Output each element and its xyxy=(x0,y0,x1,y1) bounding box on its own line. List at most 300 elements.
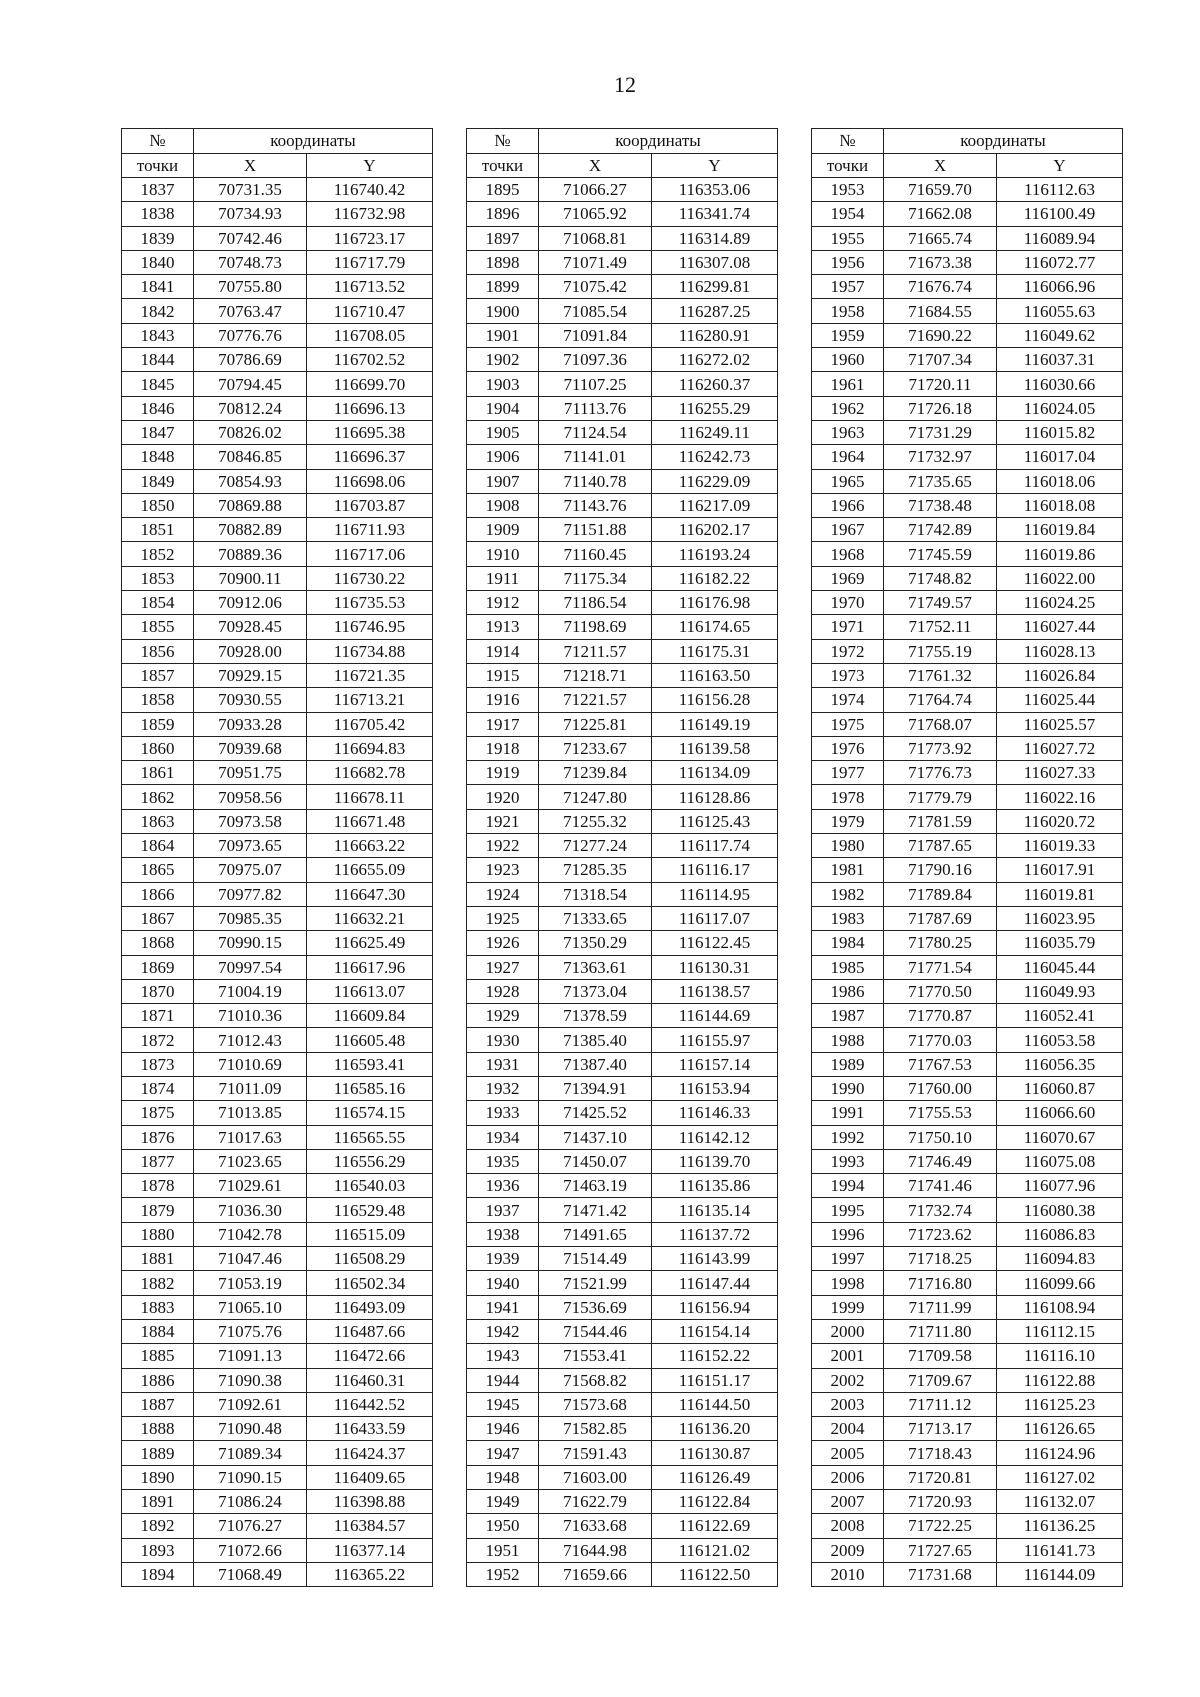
y-column-header: Y xyxy=(997,153,1123,178)
table-row xyxy=(812,615,1123,639)
point-number-cell: 1863 xyxy=(122,809,194,833)
y-coordinate-cell: 116108.94 xyxy=(997,1295,1123,1319)
x-coordinate-cell: 71662.08 xyxy=(884,202,997,226)
y-coordinate-cell: 116149.19 xyxy=(652,712,778,736)
y-coordinate-cell: 116045.44 xyxy=(997,955,1123,979)
x-coordinate-cell: 71707.34 xyxy=(884,348,997,372)
table-row xyxy=(812,372,1123,396)
y-coordinate-cell: 116137.72 xyxy=(652,1222,778,1246)
y-coordinate-cell: 116508.29 xyxy=(307,1247,433,1271)
table-row xyxy=(812,420,1123,444)
x-coordinate-cell: 71764.74 xyxy=(884,688,997,712)
point-number-cell: 1853 xyxy=(122,566,194,590)
table-row xyxy=(122,834,433,858)
y-coordinate-cell: 116142.12 xyxy=(652,1125,778,1149)
point-number-cell: 1962 xyxy=(812,396,884,420)
y-coordinate-cell: 116398.88 xyxy=(307,1490,433,1514)
point-number-cell: 1887 xyxy=(122,1392,194,1416)
table-row xyxy=(467,834,778,858)
point-number-cell: 1904 xyxy=(467,396,539,420)
x-coordinate-cell: 71603.00 xyxy=(539,1465,652,1489)
x-coordinate-cell: 70742.46 xyxy=(194,226,307,250)
table-row xyxy=(122,1247,433,1271)
point-number-cell: 1929 xyxy=(467,1004,539,1028)
x-coordinate-cell: 71720.93 xyxy=(884,1490,997,1514)
y-coordinate-cell: 116585.16 xyxy=(307,1076,433,1100)
y-coordinate-cell: 116122.84 xyxy=(652,1490,778,1514)
y-coordinate-cell: 116565.55 xyxy=(307,1125,433,1149)
y-coordinate-cell: 116694.83 xyxy=(307,736,433,760)
x-coordinate-cell: 71141.01 xyxy=(539,445,652,469)
point-number-cell: 1959 xyxy=(812,323,884,347)
x-coordinate-cell: 70794.45 xyxy=(194,372,307,396)
x-coordinate-cell: 71781.59 xyxy=(884,809,997,833)
y-coordinate-cell: 116723.17 xyxy=(307,226,433,250)
table-row xyxy=(122,518,433,542)
x-column-header: X xyxy=(539,153,652,178)
table-row xyxy=(122,226,433,250)
table-row xyxy=(812,1319,1123,1343)
table-row xyxy=(467,1514,778,1538)
table-row xyxy=(122,1052,433,1076)
point-number-cell: 1839 xyxy=(122,226,194,250)
point-number-cell: 1873 xyxy=(122,1052,194,1076)
x-coordinate-cell: 71761.32 xyxy=(884,663,997,687)
x-coordinate-cell: 70951.75 xyxy=(194,761,307,785)
point-number-cell: 1936 xyxy=(467,1174,539,1198)
x-coordinate-cell: 71711.80 xyxy=(884,1319,997,1343)
y-coordinate-cell: 116077.96 xyxy=(997,1174,1123,1198)
y-coordinate-cell: 116156.94 xyxy=(652,1295,778,1319)
x-column-header: X xyxy=(194,153,307,178)
point-number-cell: 1897 xyxy=(467,226,539,250)
x-coordinate-cell: 71233.67 xyxy=(539,736,652,760)
table-row xyxy=(467,1198,778,1222)
point-number-cell: 1979 xyxy=(812,809,884,833)
point-number-cell: 1988 xyxy=(812,1028,884,1052)
x-coordinate-cell: 71239.84 xyxy=(539,761,652,785)
point-number-cell: 1998 xyxy=(812,1271,884,1295)
point-number-cell: 1925 xyxy=(467,906,539,930)
table-row xyxy=(812,1004,1123,1028)
x-coordinate-cell: 71770.50 xyxy=(884,979,997,1003)
table-row xyxy=(467,663,778,687)
point-number-cell: 1878 xyxy=(122,1174,194,1198)
y-coordinate-cell: 116132.07 xyxy=(997,1490,1123,1514)
y-coordinate-cell: 116049.93 xyxy=(997,979,1123,1003)
coordinates-table-2 xyxy=(466,128,778,1587)
table-row xyxy=(467,882,778,906)
x-coordinate-cell: 71107.25 xyxy=(539,372,652,396)
y-coordinate-cell: 116175.31 xyxy=(652,639,778,663)
y-coordinate-cell: 116229.09 xyxy=(652,469,778,493)
point-number-cell: 1987 xyxy=(812,1004,884,1028)
point-number-cell: 1970 xyxy=(812,591,884,615)
x-coordinate-cell: 70826.02 xyxy=(194,420,307,444)
x-coordinate-cell: 70973.58 xyxy=(194,809,307,833)
x-coordinate-cell: 71425.52 xyxy=(539,1101,652,1125)
point-number-cell: 1940 xyxy=(467,1271,539,1295)
x-coordinate-cell: 71004.19 xyxy=(194,979,307,1003)
point-number-cell: 1983 xyxy=(812,906,884,930)
x-coordinate-cell: 71140.78 xyxy=(539,469,652,493)
table-row xyxy=(467,469,778,493)
y-coordinate-cell: 116163.50 xyxy=(652,663,778,687)
table-row xyxy=(467,955,778,979)
y-coordinate-cell: 116433.59 xyxy=(307,1417,433,1441)
x-coordinate-cell: 71731.29 xyxy=(884,420,997,444)
x-coordinate-cell: 71644.98 xyxy=(539,1538,652,1562)
x-coordinate-cell: 71076.27 xyxy=(194,1514,307,1538)
point-number-cell: 1937 xyxy=(467,1198,539,1222)
table-row xyxy=(467,761,778,785)
y-coordinate-cell: 116147.44 xyxy=(652,1271,778,1295)
table-row xyxy=(122,591,433,615)
coordinates-header: координаты xyxy=(194,129,433,154)
point-number-cell: 1876 xyxy=(122,1125,194,1149)
table-row xyxy=(122,1344,433,1368)
point-number-cell: 1919 xyxy=(467,761,539,785)
point-number-cell: 1882 xyxy=(122,1271,194,1295)
x-coordinate-cell: 71755.53 xyxy=(884,1101,997,1125)
x-coordinate-cell: 71711.99 xyxy=(884,1295,997,1319)
table-row xyxy=(467,1004,778,1028)
point-number-cell: 1896 xyxy=(467,202,539,226)
y-coordinate-cell: 116487.66 xyxy=(307,1319,433,1343)
y-coordinate-cell: 116136.25 xyxy=(997,1514,1123,1538)
x-coordinate-cell: 71450.07 xyxy=(539,1149,652,1173)
point-number-cell: 1884 xyxy=(122,1319,194,1343)
point-number-cell: 1956 xyxy=(812,250,884,274)
x-coordinate-cell: 70812.24 xyxy=(194,396,307,420)
y-coordinate-cell: 116154.14 xyxy=(652,1319,778,1343)
y-coordinate-cell: 116272.02 xyxy=(652,348,778,372)
x-coordinate-cell: 71198.69 xyxy=(539,615,652,639)
y-coordinate-cell: 116260.37 xyxy=(652,372,778,396)
table-row xyxy=(122,615,433,639)
point-number-cell: 1982 xyxy=(812,882,884,906)
table-row xyxy=(122,202,433,226)
point-number-cell: 2000 xyxy=(812,1319,884,1343)
table-row xyxy=(812,226,1123,250)
y-coordinate-cell: 116136.20 xyxy=(652,1417,778,1441)
x-coordinate-cell: 71665.74 xyxy=(884,226,997,250)
x-coordinate-cell: 71350.29 xyxy=(539,931,652,955)
y-coordinate-cell: 116052.41 xyxy=(997,1004,1123,1028)
table-row xyxy=(122,979,433,1003)
y-coordinate-cell: 116365.22 xyxy=(307,1562,433,1586)
table-row xyxy=(467,1392,778,1416)
x-coordinate-cell: 71091.13 xyxy=(194,1344,307,1368)
point-number-cell: 2001 xyxy=(812,1344,884,1368)
table-row xyxy=(812,1198,1123,1222)
y-coordinate-cell: 116556.29 xyxy=(307,1149,433,1173)
x-coordinate-cell: 71437.10 xyxy=(539,1125,652,1149)
table-row xyxy=(122,1028,433,1052)
table-row xyxy=(467,1052,778,1076)
table-row xyxy=(122,299,433,323)
table-row xyxy=(122,931,433,955)
y-coordinate-cell: 116182.22 xyxy=(652,566,778,590)
y-coordinate-cell: 116015.82 xyxy=(997,420,1123,444)
table-row xyxy=(812,542,1123,566)
y-coordinate-cell: 116703.87 xyxy=(307,493,433,517)
point-number-cell: 1870 xyxy=(122,979,194,1003)
x-coordinate-cell: 71732.74 xyxy=(884,1198,997,1222)
table-row xyxy=(122,688,433,712)
point-number-cell: 1938 xyxy=(467,1222,539,1246)
point-number-cell: 1974 xyxy=(812,688,884,712)
table-body xyxy=(812,178,1123,1587)
x-coordinate-cell: 71723.62 xyxy=(884,1222,997,1246)
point-number-cell: 1954 xyxy=(812,202,884,226)
x-coordinate-cell: 71732.97 xyxy=(884,445,997,469)
y-coordinate-cell: 116025.57 xyxy=(997,712,1123,736)
x-coordinate-cell: 70748.73 xyxy=(194,250,307,274)
table-row xyxy=(467,396,778,420)
table-row xyxy=(467,1028,778,1052)
y-coordinate-cell: 116515.09 xyxy=(307,1222,433,1246)
point-number-cell: 1877 xyxy=(122,1149,194,1173)
y-coordinate-cell: 116713.21 xyxy=(307,688,433,712)
y-coordinate-cell: 116024.25 xyxy=(997,591,1123,615)
point-number-cell: 1999 xyxy=(812,1295,884,1319)
y-coordinate-cell: 116112.15 xyxy=(997,1319,1123,1343)
point-number-cell: 1883 xyxy=(122,1295,194,1319)
point-number-cell: 1916 xyxy=(467,688,539,712)
x-coordinate-cell: 71770.03 xyxy=(884,1028,997,1052)
table-row xyxy=(122,1198,433,1222)
x-coordinate-cell: 71047.46 xyxy=(194,1247,307,1271)
x-coordinate-cell: 71755.19 xyxy=(884,639,997,663)
table-row xyxy=(467,615,778,639)
point-number-cell: 1908 xyxy=(467,493,539,517)
y-coordinate-cell: 116122.69 xyxy=(652,1514,778,1538)
point-number-cell: 1963 xyxy=(812,420,884,444)
y-coordinate-cell: 116698.06 xyxy=(307,469,433,493)
x-coordinate-cell: 71011.09 xyxy=(194,1076,307,1100)
y-coordinate-cell: 116116.17 xyxy=(652,858,778,882)
x-coordinate-cell: 71771.54 xyxy=(884,955,997,979)
table-row xyxy=(812,1441,1123,1465)
table-row xyxy=(812,275,1123,299)
table-row xyxy=(812,1125,1123,1149)
point-number-cell: 1958 xyxy=(812,299,884,323)
y-coordinate-cell: 116017.91 xyxy=(997,858,1123,882)
point-number-cell: 1977 xyxy=(812,761,884,785)
x-coordinate-cell: 71378.59 xyxy=(539,1004,652,1028)
y-coordinate-cell: 116144.09 xyxy=(997,1562,1123,1586)
table-row xyxy=(122,1465,433,1489)
y-coordinate-cell: 116023.95 xyxy=(997,906,1123,930)
x-column-header: X xyxy=(884,153,997,178)
x-coordinate-cell: 71726.18 xyxy=(884,396,997,420)
y-coordinate-cell: 116655.09 xyxy=(307,858,433,882)
point-number-cell: 1935 xyxy=(467,1149,539,1173)
table-row xyxy=(122,639,433,663)
x-coordinate-cell: 70990.15 xyxy=(194,931,307,955)
point-number-cell: 1901 xyxy=(467,323,539,347)
table-row xyxy=(812,712,1123,736)
table-row xyxy=(467,420,778,444)
y-coordinate-cell: 116217.09 xyxy=(652,493,778,517)
table-row xyxy=(812,1247,1123,1271)
x-coordinate-cell: 71746.49 xyxy=(884,1149,997,1173)
point-number-cell: 1957 xyxy=(812,275,884,299)
point-label-header: точки xyxy=(812,153,884,178)
point-number-cell: 1975 xyxy=(812,712,884,736)
y-coordinate-cell: 116193.24 xyxy=(652,542,778,566)
table-row xyxy=(812,906,1123,930)
y-coordinate-cell: 116144.50 xyxy=(652,1392,778,1416)
x-coordinate-cell: 71097.36 xyxy=(539,348,652,372)
x-coordinate-cell: 71211.57 xyxy=(539,639,652,663)
y-coordinate-cell: 116605.48 xyxy=(307,1028,433,1052)
table-row xyxy=(467,1101,778,1125)
table-row xyxy=(467,1319,778,1343)
y-coordinate-cell: 116126.49 xyxy=(652,1465,778,1489)
y-coordinate-cell: 116025.44 xyxy=(997,688,1123,712)
x-coordinate-cell: 71684.55 xyxy=(884,299,997,323)
point-number-cell: 1947 xyxy=(467,1441,539,1465)
point-number-cell: 1871 xyxy=(122,1004,194,1028)
x-coordinate-cell: 71066.27 xyxy=(539,178,652,202)
x-coordinate-cell: 71780.25 xyxy=(884,931,997,955)
table-row xyxy=(122,275,433,299)
x-coordinate-cell: 71012.43 xyxy=(194,1028,307,1052)
table-row xyxy=(812,955,1123,979)
table-row xyxy=(122,372,433,396)
y-coordinate-cell: 116625.49 xyxy=(307,931,433,955)
x-coordinate-cell: 71718.25 xyxy=(884,1247,997,1271)
table-row xyxy=(812,1076,1123,1100)
point-number-cell: 1946 xyxy=(467,1417,539,1441)
x-coordinate-cell: 71065.92 xyxy=(539,202,652,226)
table-row xyxy=(122,1514,433,1538)
x-coordinate-cell: 71536.69 xyxy=(539,1295,652,1319)
table-row xyxy=(812,1222,1123,1246)
table-row xyxy=(467,1222,778,1246)
table-row xyxy=(122,178,433,202)
y-coordinate-cell: 116017.04 xyxy=(997,445,1123,469)
x-coordinate-cell: 70912.06 xyxy=(194,591,307,615)
x-coordinate-cell: 71720.11 xyxy=(884,372,997,396)
point-number-cell: 1903 xyxy=(467,372,539,396)
point-number-cell: 1847 xyxy=(122,420,194,444)
point-number-cell: 1915 xyxy=(467,663,539,687)
x-coordinate-cell: 71787.65 xyxy=(884,834,997,858)
table-row xyxy=(122,906,433,930)
x-coordinate-cell: 71491.65 xyxy=(539,1222,652,1246)
x-coordinate-cell: 71573.68 xyxy=(539,1392,652,1416)
y-coordinate-cell: 116472.66 xyxy=(307,1344,433,1368)
y-coordinate-cell: 116066.96 xyxy=(997,275,1123,299)
point-number-cell: 1978 xyxy=(812,785,884,809)
point-number-cell: 1843 xyxy=(122,323,194,347)
x-coordinate-cell: 71463.19 xyxy=(539,1174,652,1198)
table-row xyxy=(812,1028,1123,1052)
point-number-cell: 1986 xyxy=(812,979,884,1003)
point-number-cell: 1879 xyxy=(122,1198,194,1222)
point-number-cell: 1965 xyxy=(812,469,884,493)
x-coordinate-cell: 71075.76 xyxy=(194,1319,307,1343)
y-coordinate-cell: 116135.14 xyxy=(652,1198,778,1222)
y-coordinate-cell: 116314.89 xyxy=(652,226,778,250)
y-coordinate-cell: 116696.13 xyxy=(307,396,433,420)
y-coordinate-cell: 116663.22 xyxy=(307,834,433,858)
table-row xyxy=(812,1149,1123,1173)
table-row xyxy=(122,1295,433,1319)
x-coordinate-cell: 71124.54 xyxy=(539,420,652,444)
table-row xyxy=(122,469,433,493)
table-body xyxy=(122,178,433,1587)
x-coordinate-cell: 71770.87 xyxy=(884,1004,997,1028)
table-row xyxy=(467,445,778,469)
point-number-header: № xyxy=(812,129,884,154)
point-number-cell: 2010 xyxy=(812,1562,884,1586)
point-number-cell: 1900 xyxy=(467,299,539,323)
y-coordinate-cell: 116176.98 xyxy=(652,591,778,615)
table-row xyxy=(467,226,778,250)
table-row xyxy=(467,1441,778,1465)
y-coordinate-cell: 116732.98 xyxy=(307,202,433,226)
point-number-cell: 1868 xyxy=(122,931,194,955)
x-coordinate-cell: 71591.43 xyxy=(539,1441,652,1465)
table-row xyxy=(812,639,1123,663)
y-coordinate-cell: 116460.31 xyxy=(307,1368,433,1392)
table-row xyxy=(122,736,433,760)
point-number-cell: 1993 xyxy=(812,1149,884,1173)
x-coordinate-cell: 71676.74 xyxy=(884,275,997,299)
point-number-cell: 1841 xyxy=(122,275,194,299)
y-coordinate-cell: 116632.21 xyxy=(307,906,433,930)
point-number-cell: 1849 xyxy=(122,469,194,493)
y-coordinate-cell: 116307.08 xyxy=(652,250,778,274)
table-row xyxy=(122,323,433,347)
y-coordinate-cell: 116135.86 xyxy=(652,1174,778,1198)
x-coordinate-cell: 71741.46 xyxy=(884,1174,997,1198)
x-coordinate-cell: 71071.49 xyxy=(539,250,652,274)
y-coordinate-cell: 116018.08 xyxy=(997,493,1123,517)
table-row xyxy=(812,882,1123,906)
x-coordinate-cell: 71113.76 xyxy=(539,396,652,420)
table-row xyxy=(467,542,778,566)
table-row xyxy=(467,323,778,347)
table-row xyxy=(467,1562,778,1586)
x-coordinate-cell: 71720.81 xyxy=(884,1465,997,1489)
y-coordinate-cell: 116353.06 xyxy=(652,178,778,202)
point-number-cell: 1955 xyxy=(812,226,884,250)
x-coordinate-cell: 71514.49 xyxy=(539,1247,652,1271)
table-row xyxy=(812,809,1123,833)
x-coordinate-cell: 71186.54 xyxy=(539,591,652,615)
table-row xyxy=(812,1101,1123,1125)
table-row xyxy=(467,1538,778,1562)
y-coordinate-cell: 116699.70 xyxy=(307,372,433,396)
table-row xyxy=(467,299,778,323)
table-row xyxy=(812,1174,1123,1198)
x-coordinate-cell: 70975.07 xyxy=(194,858,307,882)
table-row xyxy=(812,493,1123,517)
y-coordinate-cell: 116027.72 xyxy=(997,736,1123,760)
point-number-cell: 1990 xyxy=(812,1076,884,1100)
point-number-cell: 1856 xyxy=(122,639,194,663)
table-row xyxy=(122,420,433,444)
point-number-cell: 1846 xyxy=(122,396,194,420)
y-coordinate-cell: 116493.09 xyxy=(307,1295,433,1319)
x-coordinate-cell: 71247.80 xyxy=(539,785,652,809)
point-number-cell: 1989 xyxy=(812,1052,884,1076)
